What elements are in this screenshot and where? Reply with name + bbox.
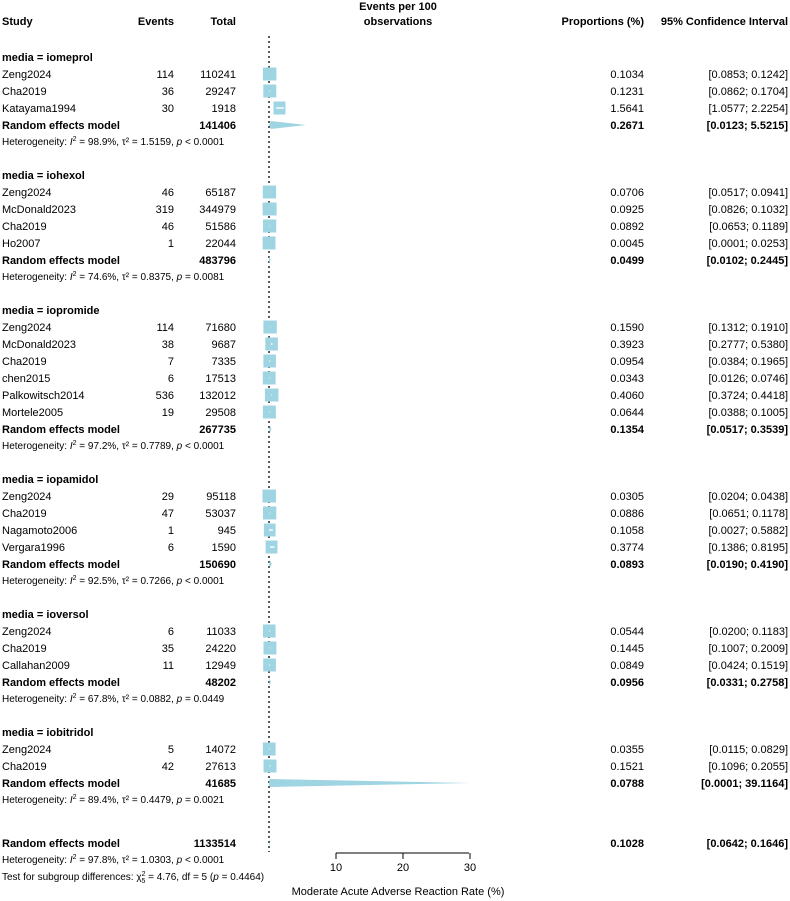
study-proportion: 0.0644 — [610, 407, 644, 419]
model-proportion: 0.2671 — [610, 120, 644, 132]
study-name: Zeng2024 — [2, 187, 52, 199]
study-events: 6 — [167, 542, 174, 554]
study-total: 344979 — [199, 204, 236, 216]
study-events: 30 — [161, 103, 174, 115]
subgroup-heterogeneity: Heterogeneity: $I^2 = 67.8\%$, τ² = 0.0882, p = 0.0449 — [2, 693, 225, 705]
study-ci: [0.0651; 0.1178] — [709, 508, 788, 520]
model-diamond — [269, 839, 270, 847]
study-name: Nagamoto2006 — [2, 525, 78, 537]
model-label: Random effects model — [2, 677, 120, 689]
study-name: Cha2019 — [2, 86, 47, 98]
study-total: 12949 — [205, 660, 236, 672]
subgroup-heterogeneity: Heterogeneity: $I^2 = 98.9\%$, τ² = 1.5159, p < 0.0001 — [2, 136, 225, 148]
study-proportion: 0.1058 — [610, 525, 644, 537]
study-ci: [0.0204; 0.0438] — [708, 491, 788, 503]
study-total: 132012 — [199, 390, 236, 402]
subgroup-heterogeneity: Heterogeneity: $I^2 = 92.5\%$, τ² = 0.7266, p < 0.0001 — [2, 575, 225, 587]
study-proportion: 0.0849 — [610, 660, 644, 672]
study-proportion: 0.1521 — [610, 761, 644, 773]
study-ci: [0.0826; 0.1032] — [708, 204, 788, 216]
study-total: 11033 — [206, 626, 236, 638]
study-ci: [0.1386; 0.8195] — [708, 542, 788, 554]
study-proportion: 0.4060 — [610, 390, 644, 402]
study-total: 53037 — [205, 508, 236, 520]
study-ci: [0.0027; 0.5882] — [708, 525, 788, 537]
x-axis — [292, 853, 505, 898]
study-total: 24220 — [205, 643, 236, 655]
model-total: 141406 — [199, 120, 236, 132]
study-proportion: 0.1231 — [610, 86, 644, 98]
study-proportion: 0.0355 — [610, 744, 644, 756]
study-total: 29508 — [205, 407, 236, 419]
study-name: Vergara1996 — [2, 542, 65, 554]
model-proportion: 0.0788 — [610, 778, 644, 790]
study-events: 536 — [155, 390, 174, 402]
subgroup-test: Test for subgroup differences: $\chi^2$ 5 = 4.76, df = 5 (p = 0.4464) — [2, 871, 265, 885]
study-proportion: 0.0892 — [610, 221, 644, 233]
model-diamond — [269, 425, 271, 433]
x-tick-label: 30 — [463, 862, 477, 874]
model-label: Random effects model — [2, 424, 120, 436]
study-ci: [0.0126; 0.0746] — [708, 373, 788, 385]
study-events: 114 — [156, 69, 174, 81]
header-total: Total — [210, 16, 236, 28]
study-ci: [0.0001; 0.0253] — [708, 238, 788, 250]
study-total: 22044 — [205, 238, 236, 250]
study-name: McDonald2023 — [2, 339, 76, 351]
study-ci: [0.0384; 0.1965] — [708, 356, 788, 368]
study-name: Zeng2024 — [2, 322, 52, 334]
study-name: Palkowitsch2014 — [2, 390, 85, 402]
study-proportion: 0.0954 — [610, 356, 644, 368]
study-name: Mortele2005 — [2, 407, 64, 419]
study-total: 945 — [217, 525, 236, 537]
model-proportion: 0.0956 — [610, 677, 644, 689]
study-name: McDonald2023 — [2, 204, 76, 216]
study-events: 47 — [161, 508, 174, 520]
overall-heterogeneity: Heterogeneity: $I^2 = 97.8\%$, τ² = 1.0303, p < 0.0001 — [2, 854, 225, 866]
study-ci: [0.1096; 0.2055] — [708, 761, 788, 773]
subgroup-title: media = iopamidol — [2, 474, 99, 486]
model-label: Random effects model — [2, 778, 120, 790]
study-events: 46 — [161, 221, 174, 233]
model-total: 1133514 — [193, 838, 236, 850]
study-events: 19 — [161, 407, 174, 419]
study-ci: [0.0653; 0.1189] — [709, 221, 788, 233]
subgroup-title: media = iomeprol — [2, 52, 93, 64]
study-events: 38 — [161, 339, 174, 351]
study-events: 11 — [162, 660, 174, 672]
model-ci: [0.0123; 5.5215] — [706, 120, 788, 132]
model-total: 483796 — [199, 255, 236, 267]
study-events: 36 — [161, 86, 174, 98]
study-events: 1 — [167, 525, 174, 537]
x-axis-ticks — [330, 853, 476, 874]
study-ci: [0.0862; 0.1704] — [708, 86, 788, 98]
study-total: 71680 — [205, 322, 236, 334]
study-ci: [0.0853; 0.1242] — [708, 69, 788, 81]
study-proportion: 1.5641 — [610, 103, 644, 115]
study-name: Cha2019 — [2, 356, 47, 368]
model-total: 267735 — [199, 424, 236, 436]
model-label: Random effects model — [2, 120, 120, 132]
study-events: 1 — [167, 238, 174, 250]
model-proportion: 0.0893 — [610, 559, 644, 571]
study-events: 6 — [167, 373, 174, 385]
model-ci: [0.0190; 0.4190] — [706, 559, 788, 571]
study-proportion: 0.0706 — [610, 187, 644, 199]
study-proportion: 0.0343 — [610, 373, 644, 385]
forest-rows — [2, 52, 788, 885]
study-total: 27613 — [205, 761, 236, 773]
study-ci: [0.1007; 0.2009] — [708, 643, 788, 655]
study-events: 42 — [161, 761, 174, 773]
header-proportions: Proportions (%) — [561, 16, 644, 28]
study-name: Cha2019 — [2, 643, 47, 655]
model-total: 48202 — [205, 677, 236, 689]
study-total: 110241 — [200, 69, 236, 81]
study-total: 1590 — [211, 542, 236, 554]
subgroup-heterogeneity: Heterogeneity: $I^2 = 97.2\%$, τ² = 0.7789, p < 0.0001 — [2, 440, 225, 452]
x-axis-label: Moderate Acute Adverse Reaction Rate (%) — [291, 886, 505, 898]
study-events: 46 — [161, 187, 174, 199]
model-label: Random effects model — [2, 838, 120, 850]
study-name: Ho2007 — [2, 238, 41, 250]
study-name: Zeng2024 — [2, 69, 52, 81]
study-ci: [0.0424; 0.1519] — [708, 660, 788, 672]
study-proportion: 0.0925 — [610, 204, 644, 216]
study-total: 7335 — [211, 356, 236, 368]
study-ci: [1.0577; 2.2254] — [708, 103, 788, 115]
study-proportion: 0.0045 — [610, 238, 644, 250]
model-label: Random effects model — [2, 255, 120, 267]
model-diamond — [269, 779, 470, 787]
model-proportion: 0.1028 — [610, 838, 644, 850]
study-proportion: 0.0544 — [610, 626, 644, 638]
model-ci: [0.0331; 0.2758] — [706, 677, 788, 689]
study-ci: [0.2777; 0.5380] — [708, 339, 788, 351]
study-events: 35 — [161, 643, 174, 655]
study-proportion: 0.1034 — [610, 69, 644, 81]
study-name: Zeng2024 — [2, 491, 52, 503]
model-ci: [0.0102; 0.2445] — [706, 255, 788, 267]
study-ci: [0.0388; 0.1005] — [708, 407, 788, 419]
x-tick-label: 10 — [329, 862, 343, 874]
study-name: Cha2019 — [2, 508, 47, 520]
study-name: chen2015 — [2, 373, 51, 385]
study-ci: [0.0200; 0.1183] — [709, 626, 788, 638]
model-ci: [0.0517; 0.3539] — [706, 424, 788, 436]
study-ci: [0.0517; 0.0941] — [708, 187, 788, 199]
study-proportion: 0.1590 — [610, 322, 644, 334]
header-ci: 95% Confidence Interval — [660, 16, 788, 28]
subgroup-title: media = ioversol — [2, 609, 89, 621]
study-events: 114 — [156, 322, 174, 334]
subgroup-heterogeneity: Heterogeneity: $I^2 = 74.6\%$, τ² = 0.8375, p = 0.0081 — [2, 271, 225, 283]
header-events: Events — [137, 16, 174, 28]
model-proportion: 0.1354 — [610, 424, 644, 436]
study-ci: [0.1312; 0.1910] — [708, 322, 788, 334]
model-ci: [0.0642; 0.1646] — [706, 838, 788, 850]
study-proportion: 0.3923 — [610, 339, 644, 351]
study-name: Callahan2009 — [2, 660, 70, 672]
model-diamond — [269, 560, 272, 568]
study-total: 1918 — [211, 103, 236, 115]
study-proportion: 0.0305 — [610, 491, 644, 503]
model-total: 41685 — [205, 778, 236, 790]
subgroup-title: media = iohexol — [2, 170, 85, 182]
model-proportion: 0.0499 — [610, 255, 644, 267]
model-diamond — [269, 121, 306, 129]
header-plot-title-2: observations — [363, 16, 433, 28]
header-plot-title-1: Events per 100 — [359, 1, 437, 13]
study-name: Cha2019 — [2, 221, 47, 233]
study-events: 6 — [167, 626, 174, 638]
study-name: Katayama1994 — [2, 103, 76, 115]
study-events: 5 — [167, 744, 174, 756]
study-name: Zeng2024 — [2, 744, 52, 756]
study-ci: [0.3724; 0.4418] — [708, 390, 788, 402]
study-proportion: 0.0886 — [610, 508, 644, 520]
study-total: 95118 — [206, 491, 236, 503]
study-ci: [0.0115; 0.0829] — [709, 744, 788, 756]
model-label: Random effects model — [2, 559, 120, 571]
model-total: 150690 — [199, 559, 236, 571]
study-total: 51586 — [205, 221, 236, 233]
study-total: 65187 — [205, 187, 236, 199]
study-name: Zeng2024 — [2, 626, 52, 638]
study-total: 9687 — [211, 339, 236, 351]
study-total: 29247 — [205, 86, 236, 98]
study-events: 29 — [161, 491, 174, 503]
header-study: Study — [2, 16, 33, 28]
study-events: 319 — [155, 204, 174, 216]
study-name: Cha2019 — [2, 761, 47, 773]
study-total: 17513 — [205, 373, 236, 385]
study-events: 7 — [167, 356, 174, 368]
subgroup-title: media = iopromide — [2, 305, 100, 317]
model-diamond — [269, 256, 271, 264]
model-ci: [0.0001; 39.1164] — [701, 778, 788, 790]
x-tick-label: 20 — [396, 862, 410, 874]
study-total: 14072 — [205, 744, 236, 756]
study-proportion: 0.1445 — [610, 643, 644, 655]
subgroup-heterogeneity: Heterogeneity: $I^2 = 89.4\%$, τ² = 0.4479, p = 0.0021 — [2, 794, 225, 806]
model-diamond — [269, 678, 271, 686]
subgroup-title: media = iobitridol — [2, 727, 94, 739]
study-proportion: 0.3774 — [610, 542, 644, 554]
